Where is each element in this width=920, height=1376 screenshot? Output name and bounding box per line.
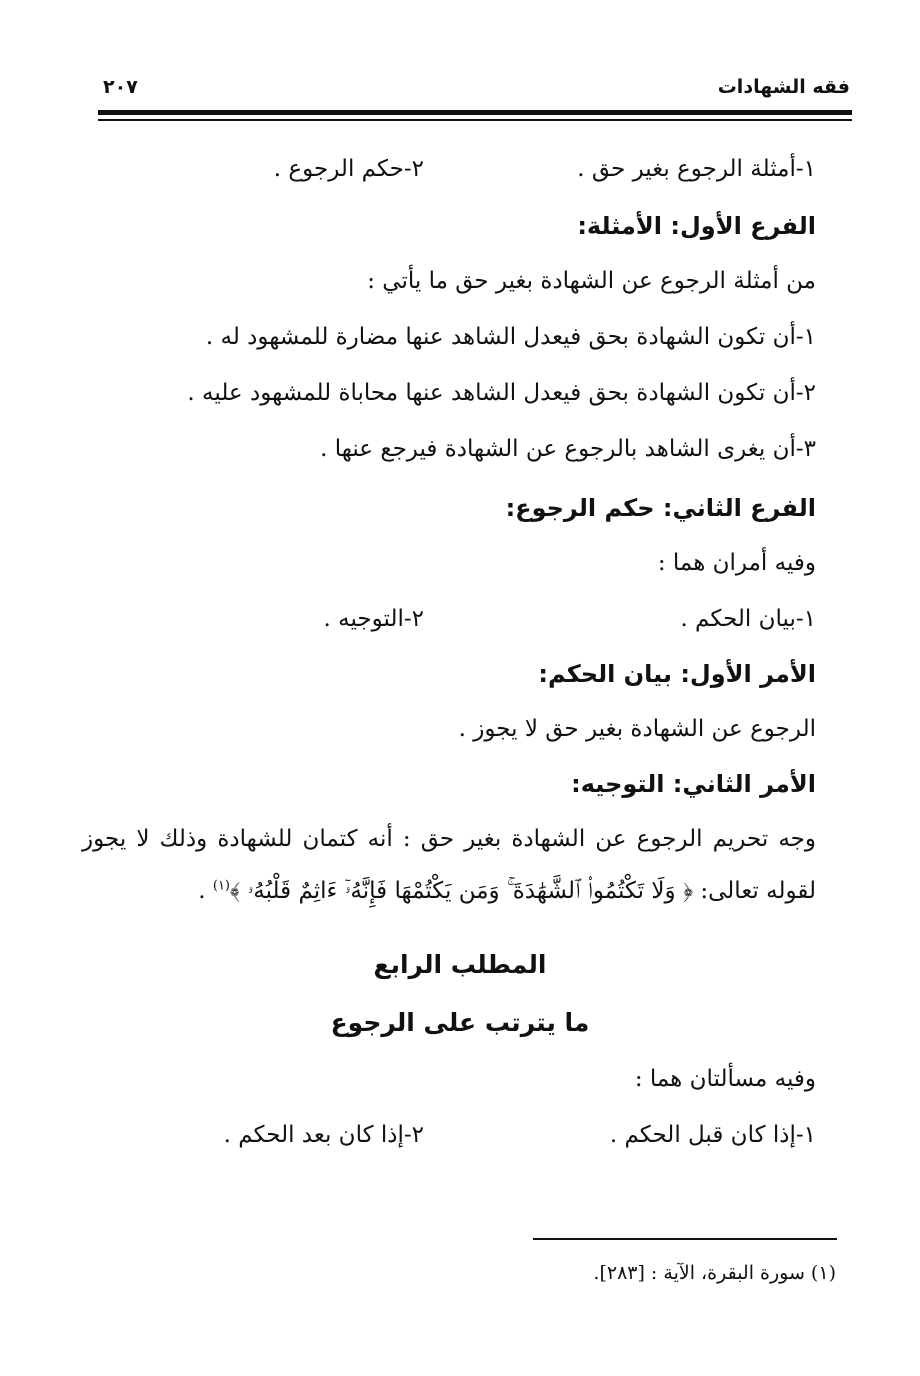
footnote: (١) سورة البقرة، الآية : [٢٨٣].	[593, 1262, 836, 1284]
subsection-heading: الأمر الأول: بيان الحكم:	[538, 660, 816, 688]
paragraph-line	[198, 878, 816, 904]
sentence-end: .	[198, 878, 213, 904]
footnote-reference: (١)	[212, 878, 230, 894]
list-item: ٢-أن تكون الشهادة بحق فيعدل الشاهد عنها محاباة للمشهود عليه .	[187, 380, 816, 406]
footnote-separator	[533, 1238, 837, 1240]
paragraph: وفيه مسألتان هما :	[634, 1066, 816, 1092]
running-header-title: فقه الشهادات	[717, 76, 850, 98]
header-rule-thin	[98, 119, 852, 121]
paragraph-line: وجه تحريم الرجوع عن الشهادة بغير حق : أنه كتمان للشهادة وذلك لا يجوز	[82, 826, 816, 852]
quran-verse: لقوله تعالى: ﴿ وَلَا تَكْتُمُوا۟ ٱلشَّهَٰدَةَ ۚ وَمَن يَكْتُمْهَا فَإِنَّهُۥٓ ءَاثِمٌ قَلْبُهُۥ ﴾	[230, 878, 816, 904]
section-subtitle: ما يترتب على الرجوع	[330, 1008, 590, 1037]
list-item: ٢-التوجيه .	[323, 606, 424, 632]
section-title: المطلب الرابع	[373, 950, 547, 979]
subsection-heading: الأمر الثاني: التوجيه:	[571, 770, 816, 798]
list-item: ٢-إذا كان بعد الحكم .	[223, 1122, 424, 1148]
list-item: ٣-أن يغرى الشاهد بالرجوع عن الشهادة فيرجع عنها .	[320, 436, 816, 462]
paragraph: من أمثلة الرجوع عن الشهادة بغير حق ما يأتي :	[367, 268, 816, 294]
paragraph: الرجوع عن الشهادة بغير حق لا يجوز .	[458, 716, 816, 742]
list-item: ١-أن تكون الشهادة بحق فيعدل الشاهد عنها مضارة للمشهود له .	[205, 324, 816, 350]
list-item: ٢-حكم الرجوع .	[273, 156, 424, 182]
paragraph: وفيه أمران هما :	[657, 550, 816, 576]
list-item: ١-أمثلة الرجوع بغير حق .	[577, 156, 816, 182]
subsection-heading: الفرع الأول: الأمثلة:	[577, 212, 816, 240]
list-item: ١-إذا كان قبل الحكم .	[609, 1122, 816, 1148]
header-rule-thick	[98, 110, 852, 115]
list-item: ١-بيان الحكم .	[680, 606, 816, 632]
subsection-heading: الفرع الثاني: حكم الرجوع:	[505, 494, 816, 522]
page-number: ٢٠٧	[103, 76, 138, 98]
